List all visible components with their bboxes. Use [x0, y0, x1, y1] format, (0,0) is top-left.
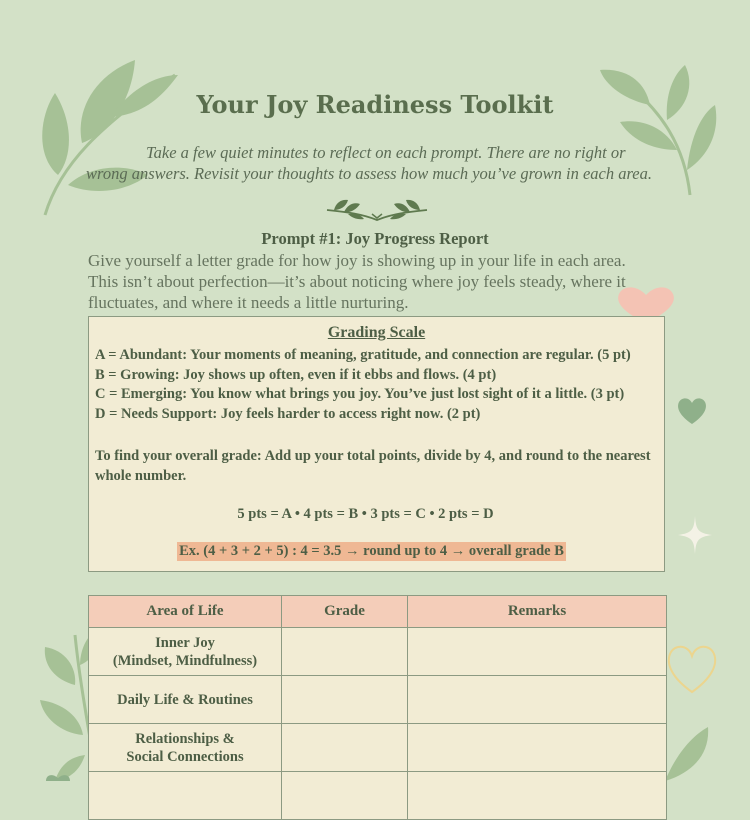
area-cell [89, 772, 282, 820]
area-cell: Inner Joy (Mindset, Mindfulness) [89, 628, 282, 676]
overall-grade-instructions: To find your overall grade: Add up your total points, divide by 4, and round to the nearest whole number. [95, 448, 651, 484]
column-header-grade: Grade [282, 596, 408, 628]
grade-b-item: B = Growing: Joy shows up often, even if it ebbs and flows. (4 pt) [95, 366, 497, 383]
laurel-divider-icon [322, 196, 432, 224]
area-cell: Relationships & Social Connections [89, 724, 282, 772]
remarks-cell[interactable] [408, 628, 667, 676]
table-row [89, 628, 667, 676]
grading-scale-heading: Grading Scale [327, 324, 426, 341]
remarks-cell[interactable] [408, 724, 667, 772]
table-header-row [89, 596, 667, 628]
column-header-area: Area of Life [89, 596, 282, 628]
prompt-body: Give yourself a letter grade for how joy is showing up in your life in each area. This isn’t about perfection—it’s about noticing where joy feels steady, where it fluctuates, and where it needs a little nurturing. [88, 251, 626, 312]
grade-cell[interactable] [282, 676, 408, 724]
grade-a-item: A = Abundant: Your moments of meaning, gratitude, and connection are regular. (5 pt) [95, 347, 631, 363]
heart-icon [42, 772, 74, 781]
table-row [89, 724, 667, 772]
remarks-cell[interactable] [408, 676, 667, 724]
grade-cell[interactable] [282, 724, 408, 772]
table-row [89, 772, 667, 820]
example-calculation: Ex. (4 + 3 + 2 + 5) : 4 = 3.5 → round up to 4 → overall grade B [179, 543, 564, 559]
leaf-branch-icon [30, 55, 180, 220]
grading-scale-box [88, 316, 665, 572]
heart-icon [676, 396, 708, 424]
intro-text: Take a few quiet minutes to reflect on each prompt. There are no right or wrong answers. Revisit your thoughts to assess how much you’ve grown in each area. [86, 143, 652, 183]
grading-scale-list [95, 346, 664, 424]
grade-d-item: D = Needs Support: Joy feels harder to access right now. (2 pt) [95, 405, 481, 422]
grade-cell[interactable] [282, 772, 408, 820]
grade-c-item: C = Emerging: You know what brings you joy. You’ve just lost sight of it a little. (3 pt) [95, 386, 625, 402]
column-header-remarks: Remarks [408, 596, 667, 628]
area-cell: Daily Life & Routines [89, 676, 282, 724]
sparkle-icon [678, 516, 712, 554]
remarks-cell[interactable] [408, 772, 667, 820]
page-title: Your Joy Readiness Toolkit [196, 90, 554, 119]
joy-grade-table [88, 595, 667, 820]
table-row [89, 676, 667, 724]
heart-icon [664, 640, 720, 696]
points-legend: 5 pts = A • 4 pts = B • 3 pts = C • 2 pts = D [237, 506, 494, 522]
grade-cell[interactable] [282, 628, 408, 676]
leaf-branch-icon [660, 722, 710, 781]
prompt-title: Prompt #1: Joy Progress Report [261, 229, 489, 248]
